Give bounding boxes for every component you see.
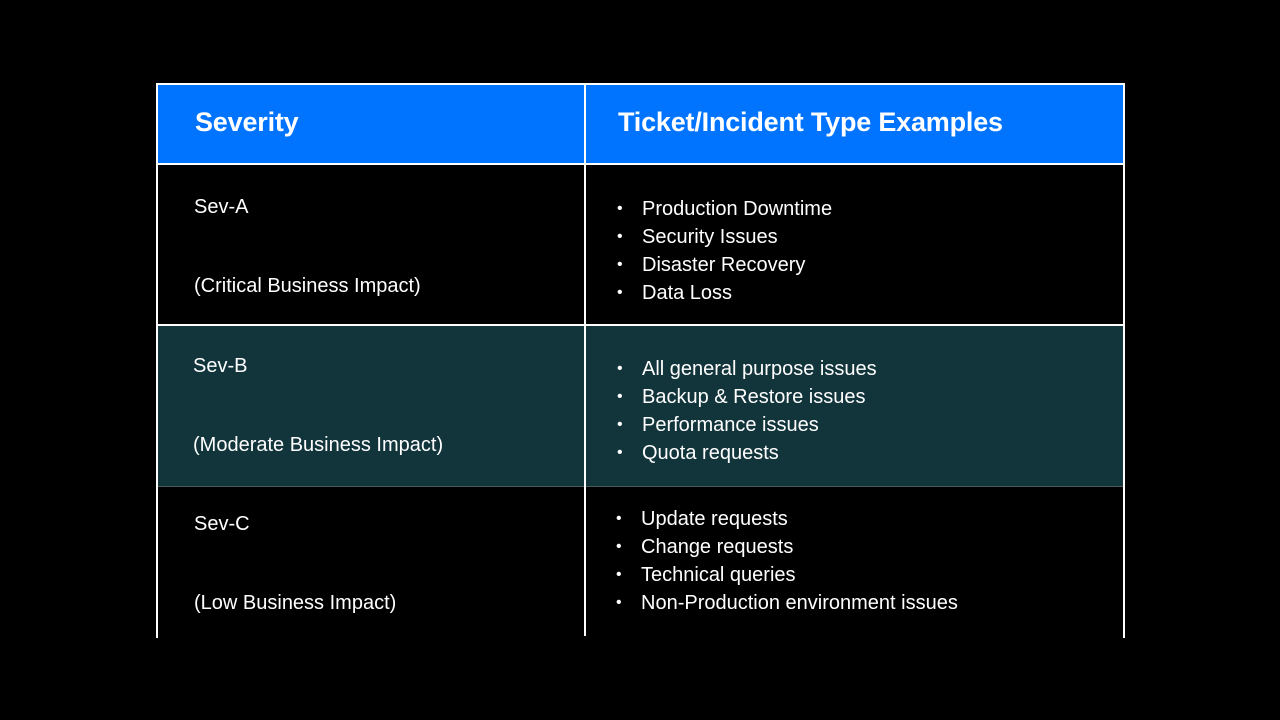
severity-impact: (Low Business Impact) [194,592,397,614]
bullet-icon: • [617,200,623,217]
list-item [612,355,877,383]
example-text: Update requests [641,508,788,530]
bullet-icon: • [617,284,623,301]
example-text: Performance issues [642,414,819,436]
bullet-icon: • [616,510,622,527]
bullet-icon: • [617,228,623,245]
bullet-icon: • [617,256,623,273]
example-text: Disaster Recovery [642,254,806,276]
example-text: Quota requests [642,442,779,464]
examples-cell [586,487,1123,638]
bullet-icon: • [617,360,623,377]
severity-table [156,83,1125,638]
example-text: Technical queries [641,564,796,586]
list-item [612,251,832,279]
bullet-icon: • [616,594,622,611]
column-header-examples: Ticket/Incident Type Examples [618,107,1003,137]
example-text: Security Issues [642,226,778,248]
table-row [158,165,1123,326]
list-item [612,411,877,439]
list-item [612,383,877,411]
severity-cell [158,326,584,486]
list-item [612,223,832,251]
severity-cell [158,487,584,638]
list-item [612,439,877,467]
list-item [612,195,832,223]
bullet-icon: • [616,538,622,555]
severity-impact: (Moderate Business Impact) [193,434,444,456]
bullet-icon: • [617,388,623,405]
example-text: Change requests [641,536,794,558]
table-row [158,487,1123,638]
example-text: Data Loss [642,282,733,304]
list-item [612,279,832,307]
column-header-severity: Severity [195,107,299,137]
bullet-icon: • [616,566,622,583]
example-text: Non-Production environment issues [641,592,958,614]
severity-name: Sev-A [194,196,249,218]
severity-name: Sev-C [194,513,250,535]
list-item [611,589,958,617]
severity-impact: (Critical Business Impact) [194,275,421,297]
table-header-row [158,85,1123,165]
list-item [611,561,958,589]
severity-name: Sev-B [193,355,248,377]
list-item [611,505,958,533]
bullet-icon: • [617,444,623,461]
examples-list [612,195,832,307]
examples-cell [586,165,1123,324]
example-text: Backup & Restore issues [642,386,866,408]
severity-cell [158,165,584,324]
list-item [611,533,958,561]
bullet-icon: • [617,416,623,433]
examples-list [611,505,958,617]
column-divider [584,85,586,636]
examples-cell [586,326,1123,486]
example-text: All general purpose issues [642,358,877,380]
examples-list [612,355,877,467]
example-text: Production Downtime [642,198,833,220]
header-cell-severity [158,85,584,163]
header-cell-examples [586,85,1123,163]
table-row [158,326,1123,487]
